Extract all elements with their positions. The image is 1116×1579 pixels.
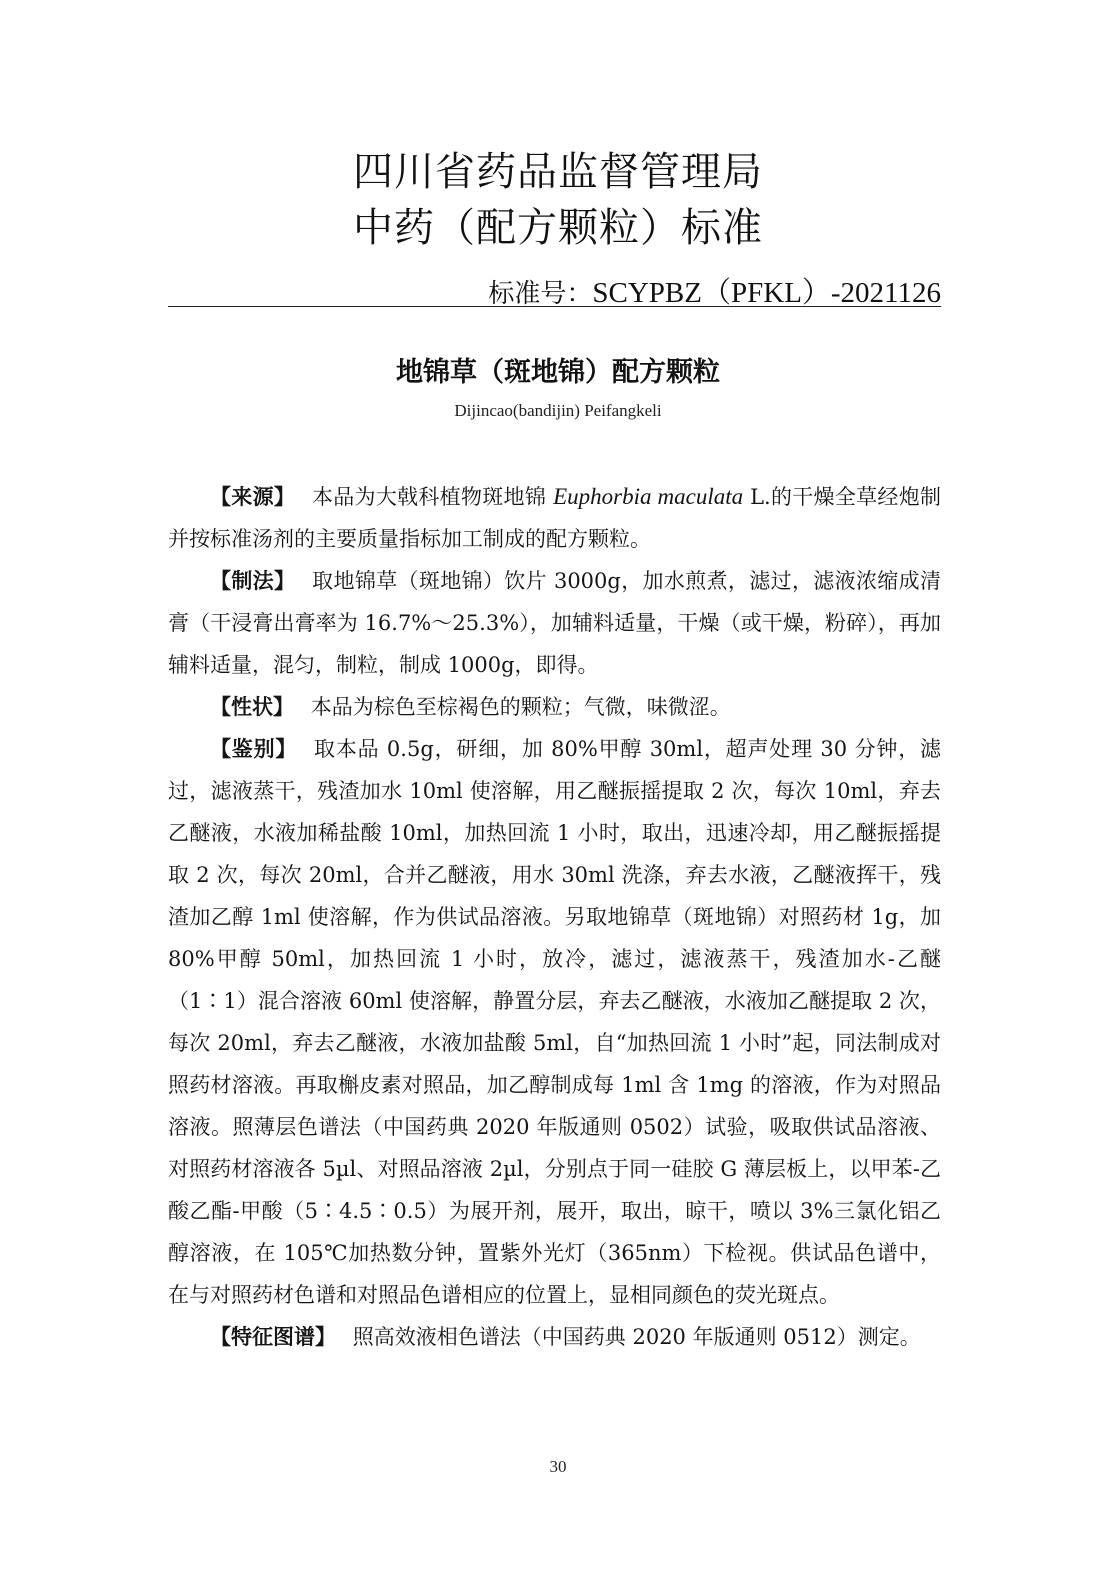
standard-type-title: 中药（配方颗粒）标准 bbox=[353, 205, 763, 251]
section-heading-identification: 【鉴别】 bbox=[210, 737, 298, 761]
section-preparation bbox=[168, 560, 941, 686]
section-fingerprint bbox=[168, 1316, 941, 1358]
standard-number-label: 标准号： bbox=[488, 279, 593, 309]
product-title: 地锦草（斑地锦）配方颗粒 bbox=[396, 357, 720, 388]
identification-text: 取本品 0.5g，研细，加 80%甲醇 30ml，超声处理 30 分钟，滤过，滤液蒸干，残渣加水 10ml 使溶解，用乙醚振摇提取 2 次，每次 10ml，弃去乙醚液，水液加稀盐酸 10ml，加热回流 1 小时，取出，迅速冷却，用乙醚振摇提取 2 次，每次 20ml，合并乙醚液，用水 30ml 洗涤，弃去水液，乙醚液挥干，残渣加乙醇 1ml 使溶解，作为供试品溶液。另取地锦草（斑地锦）对照药材 1g，加 80%甲醇 50ml，加热回流 1 小时，放冷，滤过，滤液蒸干，残渣加水-乙醚（1∶1）混合溶液 60ml 使溶解，静置分层，弃去乙醚液，水液加乙醚提取 2 次，每次 20ml，弃去乙醚液，水液加盐酸 5ml，自“加热回流 1 小时”起，同法制成对照药材溶液。再取槲皮素对照品，加乙醇制成每 1ml 含 1mg 的溶液，作为对照品溶液。照薄层色谱法（中国药典 2020 年版通则 0502）试验，吸取供试品溶液、对照药材溶液各 5µl、对照品溶液 2µl，分别点于同一硅胶 G 薄层板上，以甲苯-乙酸乙酯-甲酸（5∶4.5∶0.5）为展开剂，展开，取出，晾干，喷以 3%三氯化铝乙醇溶液，在 105℃加热数分钟，置紫外光灯（365nm）下检视。供试品色谱中，在与对照药材色谱和对照品色谱相应的位置上，显相同颜色的荧光斑点。 bbox=[168, 737, 941, 1307]
section-source bbox=[168, 476, 941, 560]
section-heading-fingerprint: 【特征图谱】 bbox=[210, 1325, 336, 1349]
source-latin-name: Euphorbia maculata bbox=[553, 484, 744, 509]
character-text: 本品为棕色至棕褐色的颗粒；气微，味微涩。 bbox=[310, 695, 731, 719]
standard-number bbox=[488, 270, 941, 311]
header-rule bbox=[168, 306, 941, 307]
section-heading-source: 【来源】 bbox=[210, 485, 296, 509]
section-identification bbox=[168, 728, 941, 1316]
section-heading-preparation: 【制法】 bbox=[210, 569, 296, 593]
standard-number-value: SCYPBZ（PFKL）-2021126 bbox=[592, 277, 941, 309]
fingerprint-text: 照高效液相色谱法（中国药典 2020 年版通则 0512）测定。 bbox=[352, 1325, 921, 1349]
preparation-text: 取地锦草（斑地锦）饮片 3000g，加水煎煮，滤过，滤液浓缩成清膏（干浸膏出膏率为 16.7%～25.3%），加辅料适量，干燥（或干燥，粉碎），再加辅料适量，混匀，制粒，制成 1000g，即得。 bbox=[168, 569, 941, 677]
section-heading-character: 【性状】 bbox=[210, 695, 294, 719]
source-text-after: L.的干燥全草经炮制并按标准汤剂的主要质量指标加工制成的配方颗粒。 bbox=[168, 485, 941, 551]
page-number: 30 bbox=[549, 1457, 567, 1476]
document-body bbox=[168, 476, 941, 1358]
product-pinyin-name: Dijincao(bandijin) Peifangkeli bbox=[454, 401, 662, 420]
issuing-authority-title: 四川省药品监督管理局 bbox=[353, 149, 763, 195]
section-character bbox=[168, 686, 941, 728]
source-text-before: 本品为大戟科植物斑地锦 bbox=[311, 485, 554, 509]
